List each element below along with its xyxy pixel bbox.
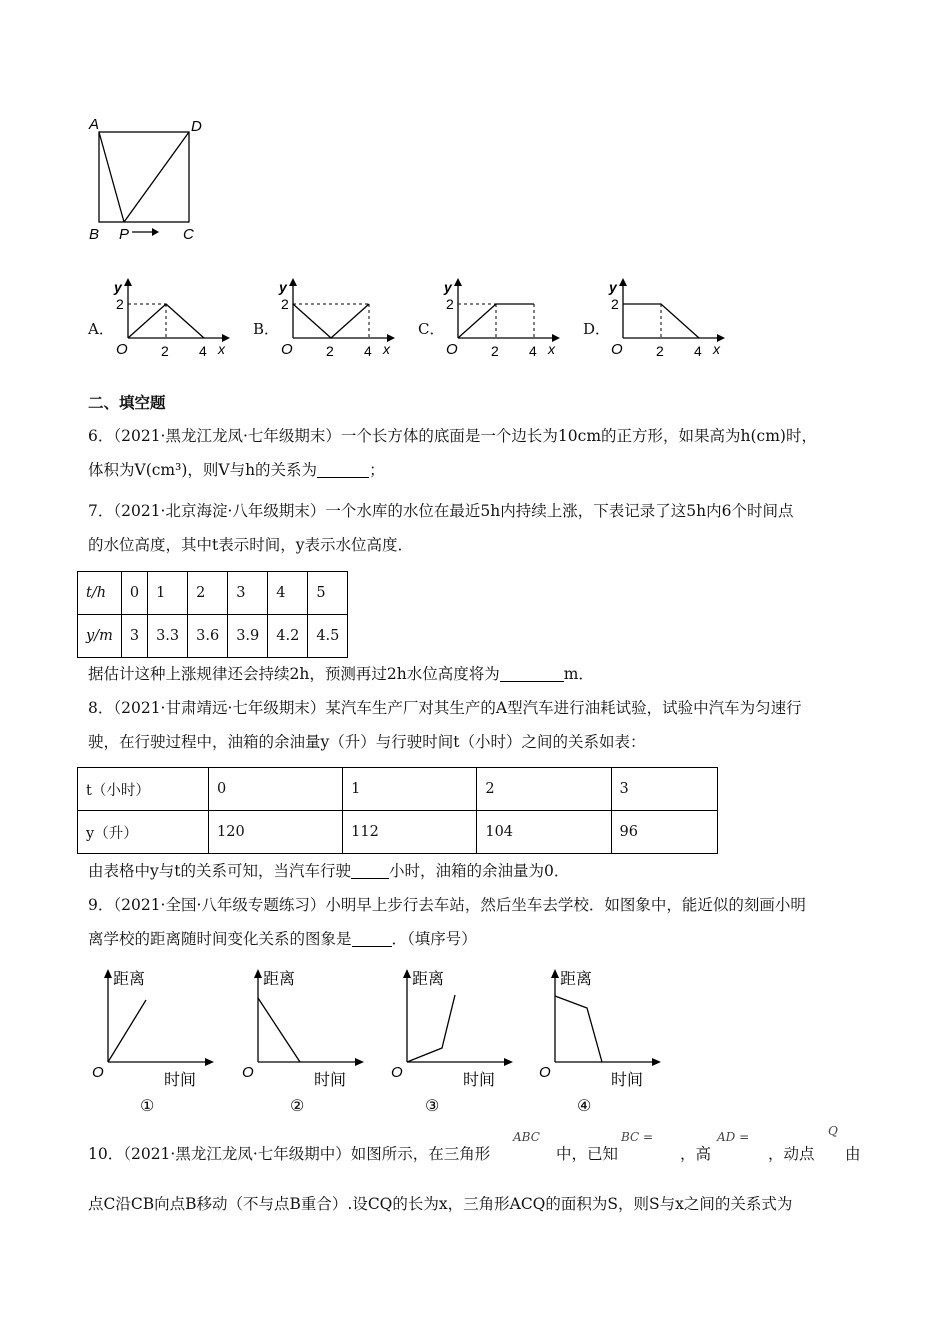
- q10-line-1-start: 10．（2021·黑龙江龙凤·七年级期中）如图所示，在三角形: [88, 1145, 491, 1163]
- question-10: [88, 1124, 868, 1230]
- q7-after-unit: m．: [563, 665, 594, 683]
- option-a-graph: [110, 276, 240, 364]
- table-cell: 0: [121, 572, 147, 615]
- q7-line-2: 的水位高度，其中t表示时间，y表示水位高度．: [88, 536, 413, 554]
- graph-1: [88, 962, 223, 1117]
- x-axis-label: 时间: [463, 1072, 496, 1089]
- x-axis-label: 时间: [611, 1072, 644, 1089]
- x-axis-label: 时间: [164, 1072, 197, 1089]
- q8-after: [88, 854, 868, 888]
- table-cell: 3.3: [148, 615, 188, 658]
- question-9: [88, 888, 868, 956]
- y-axis-label: y: [114, 279, 122, 295]
- option-d-label: D．: [583, 320, 611, 338]
- vertex-b: B: [89, 226, 100, 243]
- fuel-table: [77, 767, 718, 854]
- table-cell: 5: [308, 572, 348, 615]
- x-tick-4: 4: [694, 343, 702, 359]
- table-cell: 1: [343, 768, 477, 811]
- question-6: [88, 419, 868, 487]
- x-axis-label: x: [218, 341, 225, 357]
- q9-line-2: 离学校的距离随时间变化关系的图象是: [88, 930, 352, 948]
- table-header-y: y（升）: [78, 811, 209, 854]
- vertex-d: D: [191, 118, 202, 135]
- x-axis-label: x: [548, 341, 555, 357]
- q6-answer-blank[interactable]: [317, 461, 369, 478]
- table-cell: 0: [209, 768, 343, 811]
- origin-label: O: [391, 1064, 403, 1081]
- graph-4: [535, 962, 670, 1117]
- table-cell: 4.2: [268, 615, 308, 658]
- origin-label: O: [92, 1064, 104, 1081]
- x-axis-label: 时间: [314, 1072, 347, 1089]
- q7-answer-blank[interactable]: [500, 665, 564, 682]
- origin-label: O: [539, 1064, 551, 1081]
- question-7: [88, 494, 868, 562]
- table-cell: 3: [611, 768, 717, 811]
- graph-number: ②: [290, 1098, 305, 1115]
- q8-after-end: 小时，油箱的余油量为0．: [389, 862, 570, 880]
- square-figure: [84, 112, 214, 244]
- y-tick: 2: [116, 296, 124, 312]
- table-header-t: t/h: [78, 572, 122, 615]
- y-axis-label: y: [279, 279, 287, 295]
- graph-number: ③: [425, 1098, 440, 1115]
- x-tick-2: 2: [161, 343, 169, 359]
- table-cell: 1: [148, 572, 188, 615]
- q10-line-2: 点C沿CB向点B移动（不与点B重合）.设CQ的长为x，三角形ACQ的面积为S，则S与x之间的关系式为: [88, 1195, 793, 1213]
- y-axis-label: 距离: [263, 971, 296, 988]
- q7-line-1: 7．（2021·北京海淀·八年级期末）一个水库的水位在最近5h内持续上涨，下表记录了这5h内6个时间点: [88, 502, 794, 520]
- table-cell: 4: [268, 572, 308, 615]
- table-cell: 3.6: [188, 615, 228, 658]
- option-c-label: C．: [418, 320, 445, 338]
- y-axis-label: y: [609, 279, 617, 295]
- point-p: P: [119, 226, 130, 243]
- x-axis-label: x: [713, 341, 720, 357]
- q8-answer-blank[interactable]: [351, 862, 389, 879]
- x-tick-4: 4: [529, 343, 537, 359]
- q8-line-2: 驶，在行驶过程中，油箱的余油量y（升）与行驶时间t（小时）之间的关系如表：: [88, 733, 646, 751]
- option-b-graph: [275, 276, 405, 364]
- graph-number: ①: [140, 1098, 155, 1115]
- q10-bc: BC =: [621, 1130, 654, 1144]
- table-header-y: y/m: [78, 615, 122, 658]
- q10-ad: AD =: [717, 1130, 750, 1144]
- option-d-graph: [605, 276, 735, 364]
- y-axis-label: 距离: [412, 971, 445, 988]
- q6-line-2: 体积为V(cm³)，则V与h的关系为: [88, 461, 318, 479]
- y-tick: 2: [446, 296, 454, 312]
- graph-number: ④: [577, 1098, 592, 1115]
- q9-line-1: 9．（2021·全国·八年级专题练习）小明早上步行去车站，然后坐车去学校．如图象中，能近似的刻画小明: [88, 896, 806, 914]
- graph-2: [238, 962, 373, 1117]
- section-title: 二、填空题: [88, 394, 166, 412]
- table-cell: 2: [477, 768, 611, 811]
- table-cell: 3: [121, 615, 147, 658]
- table-cell: 120: [209, 811, 343, 854]
- q7-after-text: 据估计这种上涨规律还会持续2h，预测再过2h水位高度将为: [88, 665, 500, 683]
- table-cell: 112: [343, 811, 477, 854]
- q10-line-1-high: ，高: [680, 1145, 712, 1163]
- x-tick-2: 2: [491, 343, 499, 359]
- q6-line-2-end: ；: [369, 461, 385, 479]
- x-tick-2: 2: [656, 343, 664, 359]
- table-cell: 2: [188, 572, 228, 615]
- origin-label: O: [281, 341, 293, 358]
- q9-line-2-end: ．（填序号）: [391, 930, 477, 948]
- origin-label: O: [116, 341, 128, 358]
- q10-triangle-abc: ABC: [513, 1130, 540, 1144]
- q9-answer-blank[interactable]: [352, 930, 392, 947]
- y-axis-label: 距离: [113, 971, 146, 988]
- q10-line-1-mid: 中，已知: [556, 1145, 619, 1163]
- q8-line-1: 8．（2021·甘肃靖远·七年级期末）某汽车生产厂对其生产的A型汽车进行油耗试验，试验中汽车为匀速行: [88, 699, 802, 717]
- y-tick: 2: [281, 296, 289, 312]
- q7-after: [88, 657, 868, 691]
- y-axis-label: 距离: [560, 971, 593, 988]
- vertex-c: C: [183, 226, 194, 243]
- table-cell: 3.9: [228, 615, 268, 658]
- y-axis-label: y: [444, 279, 452, 295]
- table-cell: 96: [611, 811, 717, 854]
- x-tick-2: 2: [326, 343, 334, 359]
- table-cell: 104: [477, 811, 611, 854]
- x-tick-4: 4: [364, 343, 372, 359]
- option-b-label: B．: [253, 320, 280, 338]
- vertex-a: A: [89, 116, 100, 133]
- option-c-graph: [440, 276, 570, 364]
- q8-after-text: 由表格中y与t的关系可知，当汽车行驶: [88, 862, 351, 880]
- question-8: [88, 691, 868, 759]
- y-tick: 2: [611, 296, 619, 312]
- x-tick-4: 4: [199, 343, 207, 359]
- table-cell: 3: [228, 572, 268, 615]
- q10-line-1-end: 由: [845, 1145, 861, 1163]
- q6-line-1: 6．（2021·黑龙江龙凤·七年级期末）一个长方体的底面是一个边长为10cm的正方形，如果高为h(cm)时，: [88, 427, 817, 445]
- graph-3: [387, 962, 522, 1117]
- x-axis-label: x: [383, 341, 390, 357]
- water-level-table: [77, 571, 348, 658]
- option-a-label: A．: [88, 320, 114, 338]
- table-header-t: t（小时）: [78, 768, 209, 811]
- origin-label: O: [611, 341, 623, 358]
- q10-line-1-moving: ，动点: [768, 1145, 815, 1163]
- table-cell: 4.5: [308, 615, 348, 658]
- origin-label: O: [446, 341, 458, 358]
- q10-point-q: Q: [828, 1124, 838, 1138]
- origin-label: O: [242, 1064, 254, 1081]
